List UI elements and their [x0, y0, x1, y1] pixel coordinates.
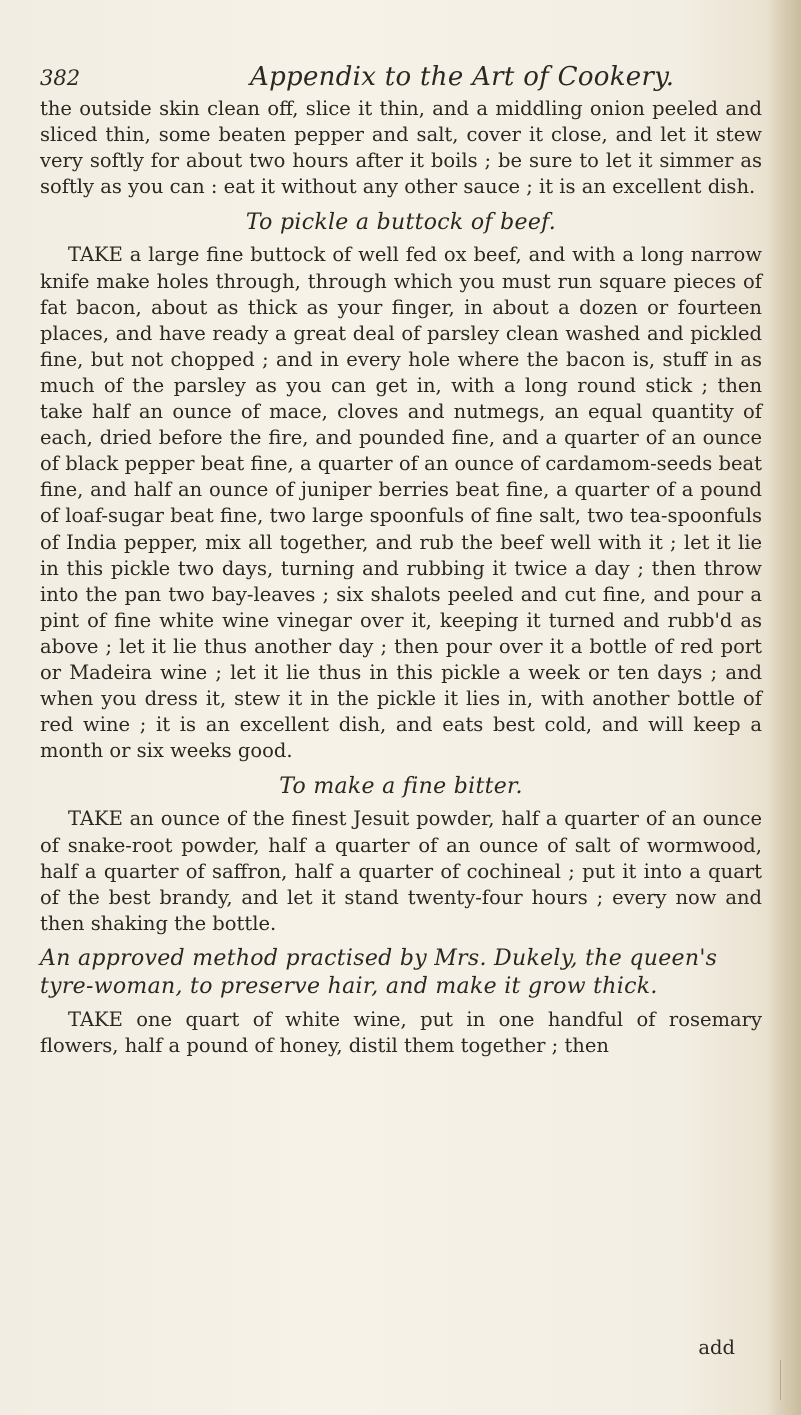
page-edge-mark — [780, 1360, 793, 1400]
running-head — [40, 62, 762, 90]
recipe-title-fine-bitter: To make a fine bitter. — [279, 774, 523, 800]
catchword: add — [698, 1336, 735, 1359]
recipe-body-preserve-hair: TAKE one quart of white wine, put in one handful of rosemary flowers, half a pound of honey, distil them together ; then — [40, 1007, 762, 1057]
recipe-body-fine-bitter: TAKE an ounce of the finest Jesuit powder, half a quarter of an ounce of snake-root powder, half a quarter of an ounce of salt of wormwood, half a quarter of saffron, half a quarter of cochineal ; put it into a quart of the best brandy, and let it stand twenty-four hours ; every now and then shaking the bottle. — [40, 807, 762, 935]
recipe-body-pickle-beef: TAKE a large fine buttock of well fed ox beef, and with a long narrow knife make holes through, through which you must run square pieces of fat bacon, about as thick as your finger, in about a dozen or fourteen places, and have ready a great deal of parsley clean washed and pickled fine, but not chopped ; and in every hole where the bacon is, stuff in as much of the parsley as you can get in, with a long round stick ; then take half an ounce of mace, cloves and nutmegs, an equal quantity of each, dried before the fire, and pounded fine, and a quarter of an ounce of black pepper beat fine, a quarter of an ounce of cardamom-seeds beat fine, and half an ounce of juniper berries beat fine, a quarter of a pound of loaf-sugar beat fine, two large spoonfuls of fine salt, two tea-spoonfuls of India pepper, mix all together, and rub the beef well with it ; let it lie in this pickle two days, turning and rubbing it twice a day ; then throw into the pan two bay-leaves ; six shalots peeled and cut fine, and pour a pint of fine white wine vinegar over it, keeping it turned and rubb'd as above ; let it lie thus another day ; then pour over it a bottle of red port or Madeira wine ; let it lie thus in this pickle a week or ten days ; and when you dress it, stew it in the pickle it lies in, with another bottle of red wine ; it is an excellent dish, and eats best cold, and will keep a month or six weeks good. — [40, 243, 762, 763]
page-gutter-shadow — [767, 0, 801, 1415]
recipe-title-preserve-hair: An approved method practised by Mrs. Dukely, the queen's tyre-woman, to preserve hair, and make it grow thick. — [40, 945, 718, 999]
page-number: 382 — [40, 66, 81, 90]
running-title: Appendix to the Art of Cookery. — [250, 62, 675, 92]
continuation-paragraph: the outside skin clean off, slice it thin, and a middling onion peeled and sliced thin, some beaten pepper and salt, cover it close, and let it stew very softly for about two hours after it boils ; be sure to let it simmer as softly as you can : eat it without any other sauce ; it is an excellent dish. — [40, 97, 762, 199]
recipe-title-pickle-beef: To pickle a buttock of beef. — [245, 210, 557, 236]
page-body — [40, 96, 762, 1059]
